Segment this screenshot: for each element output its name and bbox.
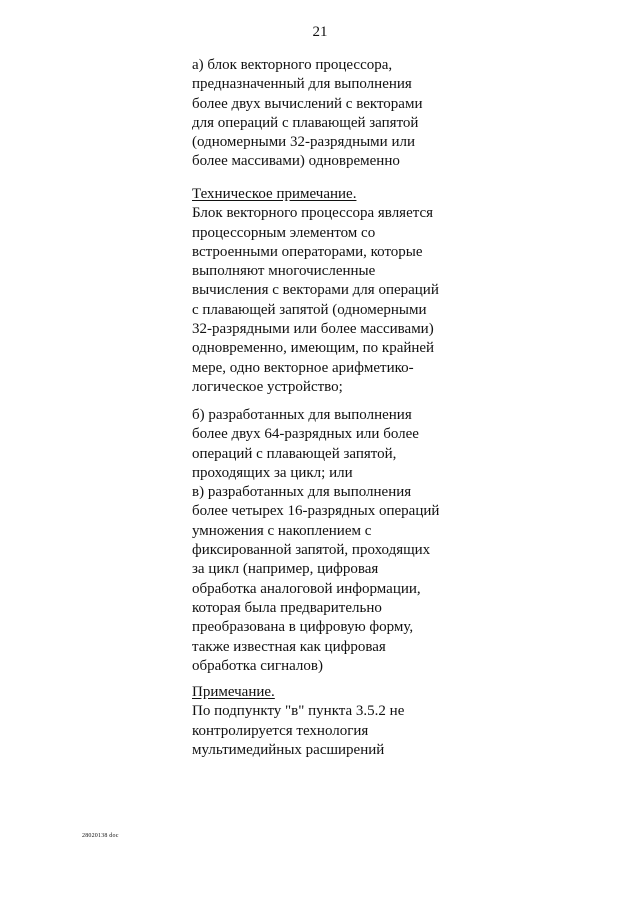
text-line: мере, одно векторное арифметико-: [192, 359, 414, 376]
text-line: обработка аналоговой информации,: [192, 580, 421, 597]
items-b-c-paragraph: [192, 406, 482, 676]
text-line: По подпункту "в" пункта 3.5.2 не: [192, 703, 405, 720]
technical-note-heading: Техническое примечание.: [192, 186, 357, 202]
text-line: проходящих за цикл; или: [192, 464, 353, 481]
note-heading: Примечание.: [192, 684, 275, 700]
text-line: с плавающей запятой (одномерными: [192, 301, 427, 318]
text-line: более массивами) одновременно: [192, 153, 400, 170]
text-line: а) блок векторного процессора,: [192, 57, 393, 73]
text-line: одновременно, имеющим, по крайней: [192, 340, 435, 357]
text-line: для операций с плавающей запятой: [192, 114, 419, 131]
text-line: которая была предварительно: [192, 599, 382, 616]
text-line: более двух 64-разрядных или более: [192, 426, 419, 443]
text-line: также известная как цифровая: [192, 638, 386, 655]
text-line: встроенными операторами, которые: [192, 243, 423, 260]
text-line: контролируется технология: [192, 722, 369, 739]
page-number: 21: [312, 24, 328, 40]
text-line: за цикл (например, цифровая: [192, 561, 379, 578]
text-line: фиксированной запятой, проходящих: [192, 542, 431, 559]
text-line: преобразована в цифровую форму,: [192, 619, 414, 636]
text-line: логическое устройство;: [192, 378, 343, 395]
text-line: (одномерными 32-разрядными или: [192, 134, 415, 151]
text-line: б) разработанных для выполнения: [192, 407, 412, 423]
text-line: 32-разрядными или более массивами): [192, 321, 434, 338]
text-line: более четырех 16-разрядных операций: [192, 503, 440, 520]
text-line: мультимедийных расширений: [192, 741, 385, 758]
text-line: предназначенный для выполнения: [192, 76, 412, 93]
text-line: обработка сигналов): [192, 657, 323, 674]
text-line: процессорным элементом со: [192, 224, 376, 241]
text-line: более двух вычислений с векторами: [192, 95, 423, 112]
text-line: вычисления с векторами для операций: [192, 282, 439, 299]
text-line: умножения с накоплением с: [192, 522, 372, 539]
text-line: выполняют многочисленные: [192, 263, 376, 280]
item-a-paragraph: [192, 56, 482, 172]
technical-note-section: [192, 185, 482, 397]
document-code: 28020138 doc: [82, 833, 119, 839]
text-line: операций с плавающей запятой,: [192, 445, 397, 462]
text-line: Блок векторного процессора является: [192, 205, 434, 222]
note-section: [192, 683, 482, 760]
text-line: в) разработанных для выполнения: [192, 484, 412, 501]
